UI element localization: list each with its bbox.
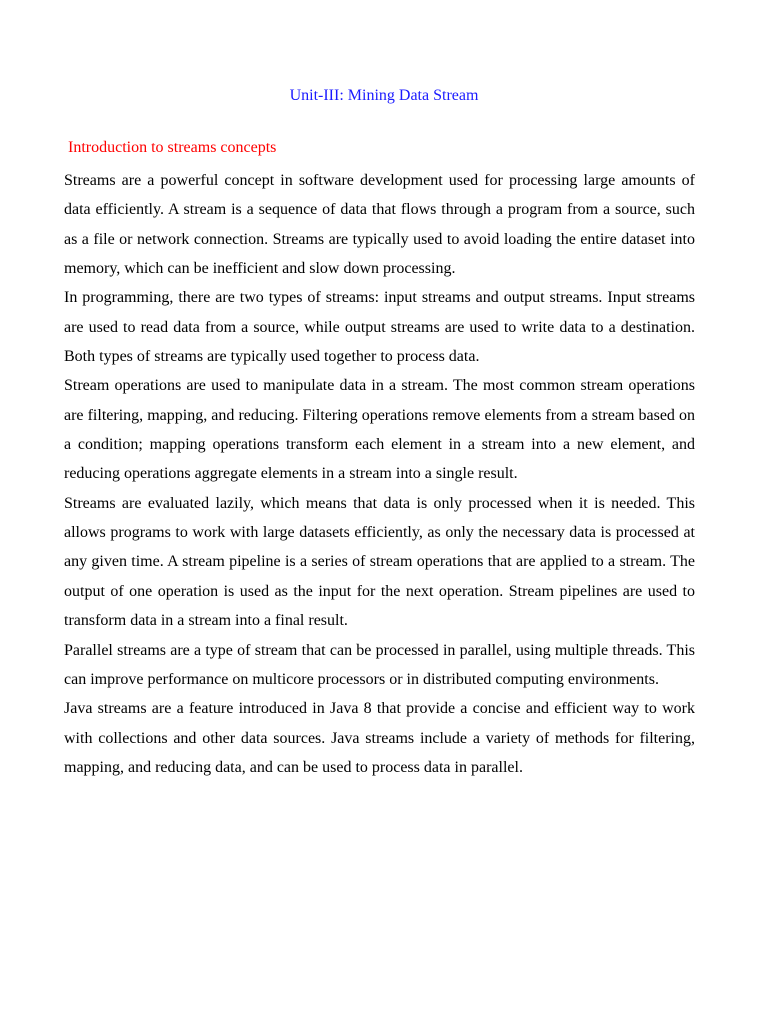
page-title: Unit-III: Mining Data Stream [289,87,479,104]
body-text [64,166,695,782]
paragraph: Streams are a powerful concept in software development used for processing large amounts of data efficiently. A stream is a sequence of data that flows through a program from a source, such as a file or network connection. Streams are typically used to avoid loading the entire dataset into memory, which can be inefficient and slow down processing. [64,172,695,278]
paragraph: Parallel streams are a type of stream that can be processed in parallel, using multiple threads. This can improve performance on multicore processors or in distributed computing environments. [64,641,695,688]
paragraph: In programming, there are two types of streams: input streams and output streams. Input streams are used to read data from a source, while output streams are used to write data to a destination. Both types of streams are typically used together to process data. [64,289,695,366]
paragraph: Java streams are a feature introduced in Java 8 that provide a concise and efficient way to work with collections and other data sources. Java streams include a variety of methods for filtering, mapping, and reducing data, and can be used to process data in parallel. [64,700,695,776]
section-heading: Introduction to streams concepts [68,139,277,156]
paragraph: Streams are evaluated lazily, which means that data is only processed when it is needed. This allows programs to work with large datasets efficiently, as only the necessary data is processed at any given time. A stream pipeline is a series of stream operations that are applied to a stream. The output of one operation is used as the input for the next operation. Stream pipelines are used to transform data in a stream into a final result. [64,494,695,630]
paragraph: Stream operations are used to manipulate data in a stream. The most common stream operations are filtering, mapping, and reducing. Filtering operations remove elements from a stream based on a condition; mapping operations transform each element in a stream into a new element, and reducing operations aggregate elements in a stream into a single result. [64,377,695,483]
